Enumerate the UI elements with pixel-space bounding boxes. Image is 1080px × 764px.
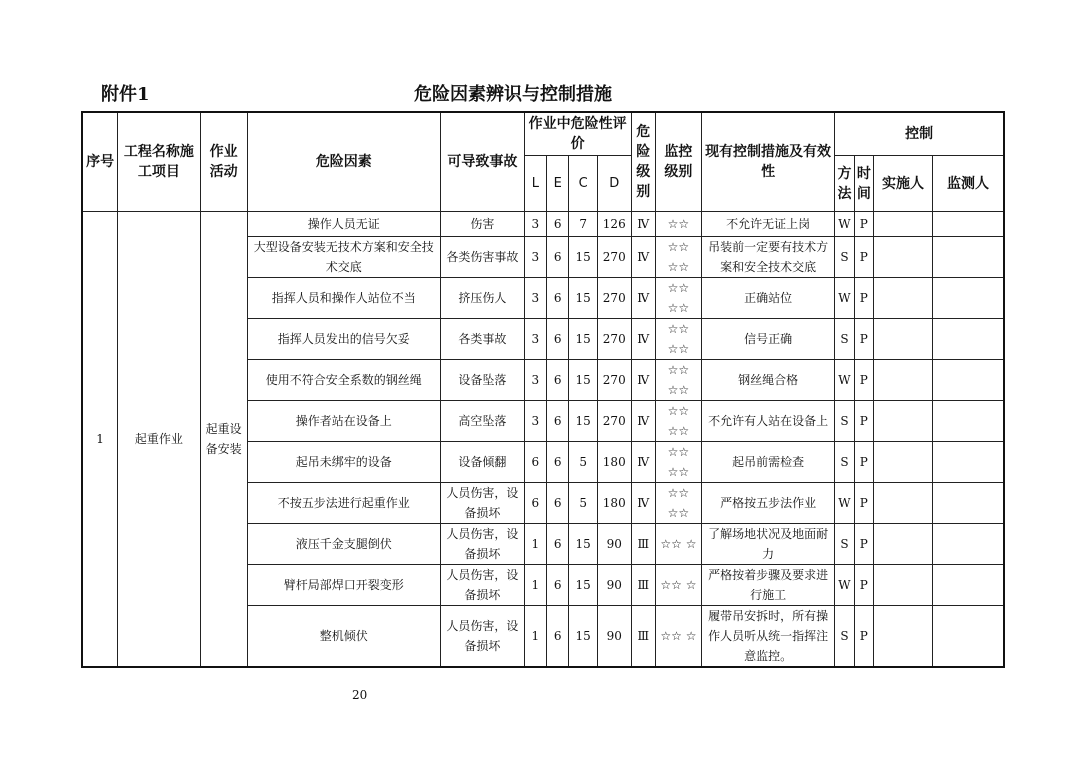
cell-level: Ⅲ: [631, 606, 655, 668]
cell-C: 15: [569, 237, 598, 278]
cell-measure: 不允许有人站在设备上: [701, 401, 834, 442]
header-level: 危险级别: [631, 112, 655, 212]
cell-implementer: [873, 442, 932, 483]
cell-implementer: [873, 360, 932, 401]
cell-consequence: 挤压伤人: [441, 278, 525, 319]
header-c: C: [569, 156, 598, 212]
cell-method: S: [835, 606, 854, 668]
cell-D: 180: [597, 442, 631, 483]
cell-monitorer: [933, 278, 1004, 319]
cell-E: 6: [547, 360, 569, 401]
cell-monitor: ☆☆ ☆☆: [656, 278, 702, 319]
header-evaluation: 作业中危险性评价: [524, 112, 631, 156]
document-title: 危险因素辨识与控制措施: [414, 84, 612, 105]
cell-level: Ⅳ: [631, 401, 655, 442]
cell-hazard: 大型设备安装无技术方案和安全技术交底: [247, 237, 441, 278]
cell-method: W: [835, 565, 854, 606]
cell-level: Ⅳ: [631, 237, 655, 278]
cell-E: 6: [547, 212, 569, 237]
cell-time: P: [854, 565, 873, 606]
cell-consequence: 各类伤害事故: [441, 237, 525, 278]
header-hazard: 危险因素: [247, 112, 441, 212]
header-monitor: 监控级别: [656, 112, 702, 212]
cell-time: P: [854, 442, 873, 483]
cell-monitorer: [933, 483, 1004, 524]
header-consequence: 可导致事故: [441, 112, 525, 212]
cell-L: 1: [524, 606, 546, 668]
cell-hazard: 臂杆局部焊口开裂变形: [247, 565, 441, 606]
cell-hazard: 指挥人员发出的信号欠妥: [247, 319, 441, 360]
header-time: 时间: [854, 156, 873, 212]
cell-measure: 了解场地状况及地面耐力: [701, 524, 834, 565]
cell-time: P: [854, 483, 873, 524]
group-seq: 1: [82, 212, 118, 668]
cell-time: P: [854, 212, 873, 237]
cell-C: 15: [569, 401, 598, 442]
cell-method: W: [835, 278, 854, 319]
header-d: D: [597, 156, 631, 212]
cell-hazard: 使用不符合安全系数的钢丝绳: [247, 360, 441, 401]
cell-C: 15: [569, 319, 598, 360]
cell-hazard: 液压千金支腿倒伏: [247, 524, 441, 565]
cell-monitor: ☆☆ ☆☆: [656, 483, 702, 524]
cell-time: P: [854, 237, 873, 278]
header-l: L: [524, 156, 546, 212]
cell-measure: 正确站位: [701, 278, 834, 319]
cell-monitor: ☆☆ ☆: [656, 606, 702, 668]
cell-monitor: ☆☆ ☆☆: [656, 319, 702, 360]
cell-implementer: [873, 483, 932, 524]
cell-measure: 履带吊安拆时，所有操作人员听从统一指挥注意监控。: [701, 606, 834, 668]
cell-monitor: ☆☆ ☆☆: [656, 360, 702, 401]
cell-measure: 信号正确: [701, 319, 834, 360]
cell-C: 5: [569, 442, 598, 483]
cell-time: P: [854, 278, 873, 319]
cell-E: 6: [547, 524, 569, 565]
attachment-label: 附件1: [101, 84, 150, 105]
cell-consequence: 人员伤害，设备损坏: [441, 606, 525, 668]
cell-L: 1: [524, 565, 546, 606]
cell-method: W: [835, 360, 854, 401]
cell-level: Ⅲ: [631, 524, 655, 565]
cell-level: Ⅳ: [631, 212, 655, 237]
cell-L: 1: [524, 524, 546, 565]
cell-monitorer: [933, 524, 1004, 565]
cell-method: S: [835, 442, 854, 483]
header-seq: 序号: [82, 112, 118, 212]
cell-level: Ⅳ: [631, 483, 655, 524]
cell-D: 90: [597, 565, 631, 606]
cell-monitorer: [933, 401, 1004, 442]
cell-implementer: [873, 237, 932, 278]
cell-L: 6: [524, 442, 546, 483]
cell-method: S: [835, 237, 854, 278]
cell-monitorer: [933, 442, 1004, 483]
cell-monitor: ☆☆ ☆☆: [656, 237, 702, 278]
cell-monitorer: [933, 565, 1004, 606]
cell-method: S: [835, 401, 854, 442]
cell-E: 6: [547, 319, 569, 360]
cell-method: S: [835, 319, 854, 360]
cell-C: 7: [569, 212, 598, 237]
cell-level: Ⅳ: [631, 360, 655, 401]
cell-consequence: 设备倾翻: [441, 442, 525, 483]
cell-monitor: ☆☆ ☆: [656, 524, 702, 565]
cell-consequence: 各类事故: [441, 319, 525, 360]
cell-hazard: 不按五步法进行起重作业: [247, 483, 441, 524]
cell-implementer: [873, 565, 932, 606]
cell-E: 6: [547, 442, 569, 483]
cell-monitor: ☆☆ ☆☆: [656, 401, 702, 442]
cell-L: 3: [524, 401, 546, 442]
cell-time: P: [854, 319, 873, 360]
cell-level: Ⅲ: [631, 565, 655, 606]
cell-implementer: [873, 319, 932, 360]
group-project: 起重作业: [118, 212, 201, 668]
group-activity: 起重设备安装: [200, 212, 247, 668]
cell-implementer: [873, 212, 932, 237]
cell-consequence: 伤害: [441, 212, 525, 237]
cell-level: Ⅳ: [631, 319, 655, 360]
cell-time: P: [854, 524, 873, 565]
cell-implementer: [873, 606, 932, 668]
cell-measure: 起吊前需检查: [701, 442, 834, 483]
cell-E: 6: [547, 565, 569, 606]
hazard-table: [81, 111, 1005, 668]
cell-level: Ⅳ: [631, 278, 655, 319]
cell-consequence: 设备坠落: [441, 360, 525, 401]
cell-monitor: ☆☆ ☆: [656, 565, 702, 606]
cell-monitor: ☆☆: [656, 212, 702, 237]
cell-L: 3: [524, 212, 546, 237]
cell-D: 270: [597, 401, 631, 442]
cell-consequence: 人员伤害，设备损坏: [441, 524, 525, 565]
table-row: [82, 212, 1004, 237]
cell-measure: 吊装前一定要有技术方案和安全技术交底: [701, 237, 834, 278]
cell-hazard: 操作者站在设备上: [247, 401, 441, 442]
cell-measure: 严格按五步法作业: [701, 483, 834, 524]
header-method: 方法: [835, 156, 854, 212]
cell-implementer: [873, 524, 932, 565]
cell-monitorer: [933, 237, 1004, 278]
cell-C: 5: [569, 483, 598, 524]
header-activity: 作业活动: [200, 112, 247, 212]
cell-measure: 钢丝绳合格: [701, 360, 834, 401]
cell-C: 15: [569, 565, 598, 606]
cell-method: W: [835, 212, 854, 237]
cell-E: 6: [547, 483, 569, 524]
cell-hazard: 起吊未绑牢的设备: [247, 442, 441, 483]
cell-consequence: 高空坠落: [441, 401, 525, 442]
cell-D: 270: [597, 360, 631, 401]
cell-implementer: [873, 278, 932, 319]
cell-C: 15: [569, 360, 598, 401]
header-monitorer: 监测人: [933, 156, 1004, 212]
cell-level: Ⅳ: [631, 442, 655, 483]
cell-D: 180: [597, 483, 631, 524]
cell-implementer: [873, 401, 932, 442]
cell-D: 90: [597, 524, 631, 565]
cell-L: 3: [524, 360, 546, 401]
cell-measure: 不允许无证上岗: [701, 212, 834, 237]
header-implementer: 实施人: [873, 156, 932, 212]
header-e: E: [547, 156, 569, 212]
cell-L: 3: [524, 319, 546, 360]
cell-D: 270: [597, 319, 631, 360]
header-control: 控制: [835, 112, 1004, 156]
cell-monitorer: [933, 319, 1004, 360]
cell-hazard: 指挥人员和操作人站位不当: [247, 278, 441, 319]
cell-time: P: [854, 606, 873, 668]
cell-E: 6: [547, 606, 569, 668]
header-measures: 现有控制措施及有效性: [701, 112, 834, 212]
cell-monitor: ☆☆ ☆☆: [656, 442, 702, 483]
cell-L: 6: [524, 483, 546, 524]
cell-D: 270: [597, 278, 631, 319]
cell-C: 15: [569, 278, 598, 319]
cell-L: 3: [524, 278, 546, 319]
cell-C: 15: [569, 524, 598, 565]
cell-E: 6: [547, 401, 569, 442]
cell-D: 90: [597, 606, 631, 668]
cell-C: 15: [569, 606, 598, 668]
cell-E: 6: [547, 278, 569, 319]
page-number: 20: [352, 688, 368, 702]
header-project: 工程名称施工项目: [118, 112, 201, 212]
cell-time: P: [854, 401, 873, 442]
cell-monitorer: [933, 360, 1004, 401]
cell-method: W: [835, 483, 854, 524]
cell-L: 3: [524, 237, 546, 278]
cell-consequence: 人员伤害，设备损坏: [441, 565, 525, 606]
cell-time: P: [854, 360, 873, 401]
cell-hazard: 整机倾伏: [247, 606, 441, 668]
cell-monitorer: [933, 606, 1004, 668]
cell-consequence: 人员伤害，设备损坏: [441, 483, 525, 524]
cell-D: 126: [597, 212, 631, 237]
cell-hazard: 操作人员无证: [247, 212, 441, 237]
cell-method: S: [835, 524, 854, 565]
cell-D: 270: [597, 237, 631, 278]
cell-monitorer: [933, 212, 1004, 237]
cell-measure: 严格按着步骤及要求进行施工: [701, 565, 834, 606]
cell-E: 6: [547, 237, 569, 278]
